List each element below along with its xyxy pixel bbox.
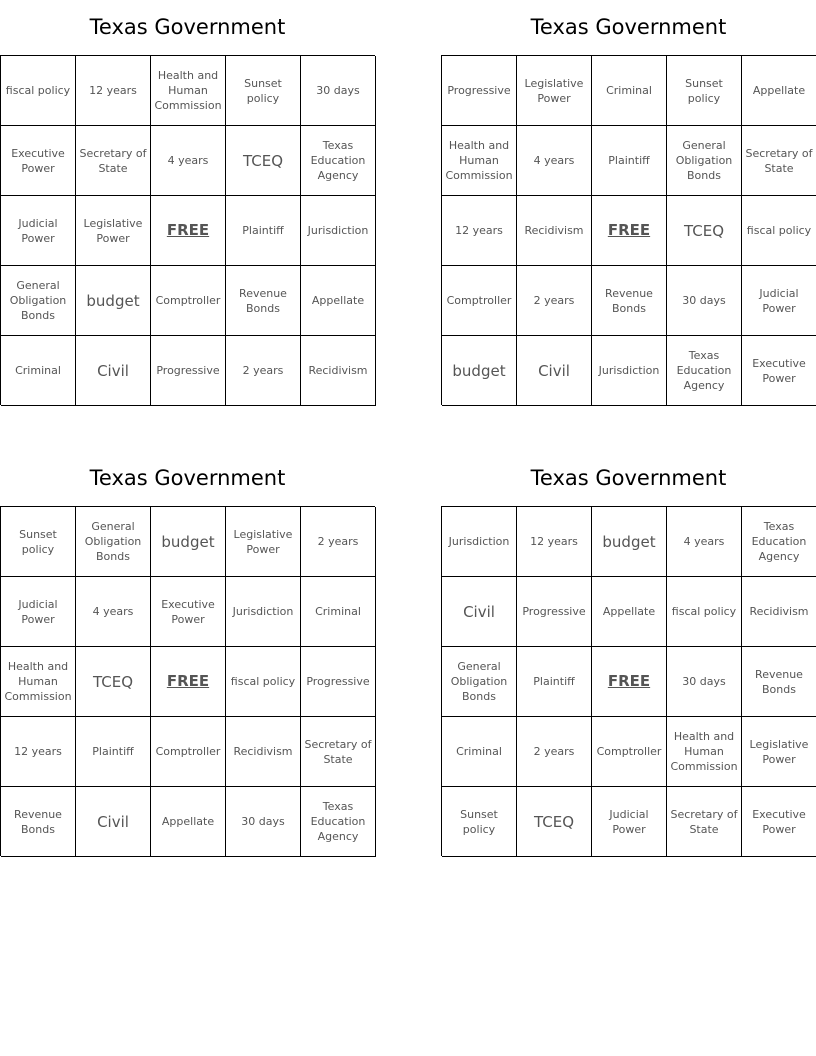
grid-cell: Recidivism — [226, 717, 301, 787]
grid-cell: Executive Power — [1, 126, 76, 196]
free-space-cell: FREE — [592, 647, 667, 717]
grid-cell: 12 years — [76, 56, 151, 126]
grid-cell: 12 years — [1, 717, 76, 787]
grid-cell: 2 years — [226, 336, 301, 406]
grid-cell: Sunset policy — [442, 787, 517, 857]
grid-cell: fiscal policy — [667, 577, 742, 647]
bingo-grid — [0, 55, 375, 405]
grid-cell: Civil — [76, 787, 151, 857]
bingo-grid — [441, 506, 816, 856]
grid-cell: Legislative Power — [226, 507, 301, 577]
grid-cell: Comptroller — [151, 717, 226, 787]
grid-cell: Recidivism — [517, 196, 592, 266]
grid-cell: Appellate — [592, 577, 667, 647]
free-space-cell: FREE — [151, 647, 226, 717]
grid-cell: fiscal policy — [742, 196, 816, 266]
grid-cell: Comptroller — [151, 266, 226, 336]
grid-cell: Sunset policy — [1, 507, 76, 577]
grid-cell: Plaintiff — [226, 196, 301, 266]
grid-cell: Progressive — [301, 647, 376, 717]
grid-cell: 4 years — [151, 126, 226, 196]
grid-cell: Jurisdiction — [442, 507, 517, 577]
grid-cell: Sunset policy — [226, 56, 301, 126]
grid-cell: Texas Education Agency — [301, 787, 376, 857]
grid-cell: Revenue Bonds — [226, 266, 301, 336]
card-title: Texas Government — [89, 15, 286, 39]
grid-cell: Health and Human Commission — [1, 647, 76, 717]
grid-cell: budget — [592, 507, 667, 577]
grid-cell: TCEQ — [517, 787, 592, 857]
grid-cell: Revenue Bonds — [1, 787, 76, 857]
grid-cell: Legislative Power — [517, 56, 592, 126]
grid-cell: budget — [442, 336, 517, 406]
grid-cell: Executive Power — [151, 577, 226, 647]
grid-cell: Progressive — [517, 577, 592, 647]
grid-cell: Recidivism — [742, 577, 816, 647]
bingo-card-2 — [441, 0, 816, 405]
grid-cell: Secretary of State — [301, 717, 376, 787]
grid-cell: Judicial Power — [1, 577, 76, 647]
card-title: Texas Government — [89, 466, 286, 490]
grid-cell: General Obligation Bonds — [76, 507, 151, 577]
grid-cell: Secretary of State — [742, 126, 816, 196]
grid-cell: General Obligation Bonds — [667, 126, 742, 196]
grid-cell: Comptroller — [442, 266, 517, 336]
grid-cell: fiscal policy — [1, 56, 76, 126]
grid-cell: Revenue Bonds — [742, 647, 816, 717]
grid-cell: Legislative Power — [742, 717, 816, 787]
grid-cell: Secretary of State — [76, 126, 151, 196]
grid-cell: Plaintiff — [517, 647, 592, 717]
grid-cell: Texas Education Agency — [301, 126, 376, 196]
grid-cell: budget — [76, 266, 151, 336]
grid-cell: Appellate — [301, 266, 376, 336]
grid-cell: Jurisdiction — [226, 577, 301, 647]
card-title: Texas Government — [530, 15, 727, 39]
grid-cell: Criminal — [301, 577, 376, 647]
grid-cell: Judicial Power — [1, 196, 76, 266]
grid-cell: TCEQ — [76, 647, 151, 717]
grid-cell: 4 years — [667, 507, 742, 577]
grid-cell: Plaintiff — [76, 717, 151, 787]
grid-cell: Criminal — [1, 336, 76, 406]
grid-cell: Texas Education Agency — [667, 336, 742, 406]
grid-cell: 2 years — [301, 507, 376, 577]
grid-cell: Texas Education Agency — [742, 507, 816, 577]
grid-cell: Civil — [76, 336, 151, 406]
grid-cell: Civil — [442, 577, 517, 647]
grid-cell: 30 days — [667, 647, 742, 717]
grid-cell: Recidivism — [301, 336, 376, 406]
grid-cell: Progressive — [151, 336, 226, 406]
grid-cell: 30 days — [226, 787, 301, 857]
grid-cell: Secretary of State — [667, 787, 742, 857]
free-space-cell: FREE — [592, 196, 667, 266]
grid-cell: Progressive — [442, 56, 517, 126]
card-title: Texas Government — [530, 466, 727, 490]
grid-cell: 30 days — [301, 56, 376, 126]
grid-cell: Health and Human Commission — [667, 717, 742, 787]
grid-cell: budget — [151, 507, 226, 577]
bingo-card-3 — [0, 451, 375, 856]
grid-cell: Legislative Power — [76, 196, 151, 266]
grid-cell: Revenue Bonds — [592, 266, 667, 336]
grid-cell: 12 years — [442, 196, 517, 266]
grid-cell: Comptroller — [592, 717, 667, 787]
grid-cell: Plaintiff — [592, 126, 667, 196]
grid-cell: Health and Human Commission — [151, 56, 226, 126]
grid-cell: Criminal — [592, 56, 667, 126]
grid-cell: Jurisdiction — [592, 336, 667, 406]
bingo-grid — [0, 506, 375, 856]
grid-cell: 12 years — [517, 507, 592, 577]
grid-cell: Civil — [517, 336, 592, 406]
grid-cell: Health and Human Commission — [442, 126, 517, 196]
grid-cell: TCEQ — [226, 126, 301, 196]
grid-cell: Judicial Power — [742, 266, 816, 336]
grid-cell: 4 years — [76, 577, 151, 647]
grid-cell: Appellate — [151, 787, 226, 857]
grid-cell: General Obligation Bonds — [1, 266, 76, 336]
grid-cell: Sunset policy — [667, 56, 742, 126]
grid-cell: TCEQ — [667, 196, 742, 266]
bingo-grid — [441, 55, 816, 405]
grid-cell: Appellate — [742, 56, 816, 126]
grid-cell: 2 years — [517, 266, 592, 336]
bingo-card-4 — [441, 451, 816, 856]
bingo-card-1 — [0, 0, 375, 405]
grid-cell: Executive Power — [742, 787, 816, 857]
grid-cell: Criminal — [442, 717, 517, 787]
grid-cell: Judicial Power — [592, 787, 667, 857]
grid-cell: Executive Power — [742, 336, 816, 406]
grid-cell: fiscal policy — [226, 647, 301, 717]
grid-cell: 30 days — [667, 266, 742, 336]
grid-cell: Jurisdiction — [301, 196, 376, 266]
grid-cell: 2 years — [517, 717, 592, 787]
grid-cell: 4 years — [517, 126, 592, 196]
grid-cell: General Obligation Bonds — [442, 647, 517, 717]
free-space-cell: FREE — [151, 196, 226, 266]
